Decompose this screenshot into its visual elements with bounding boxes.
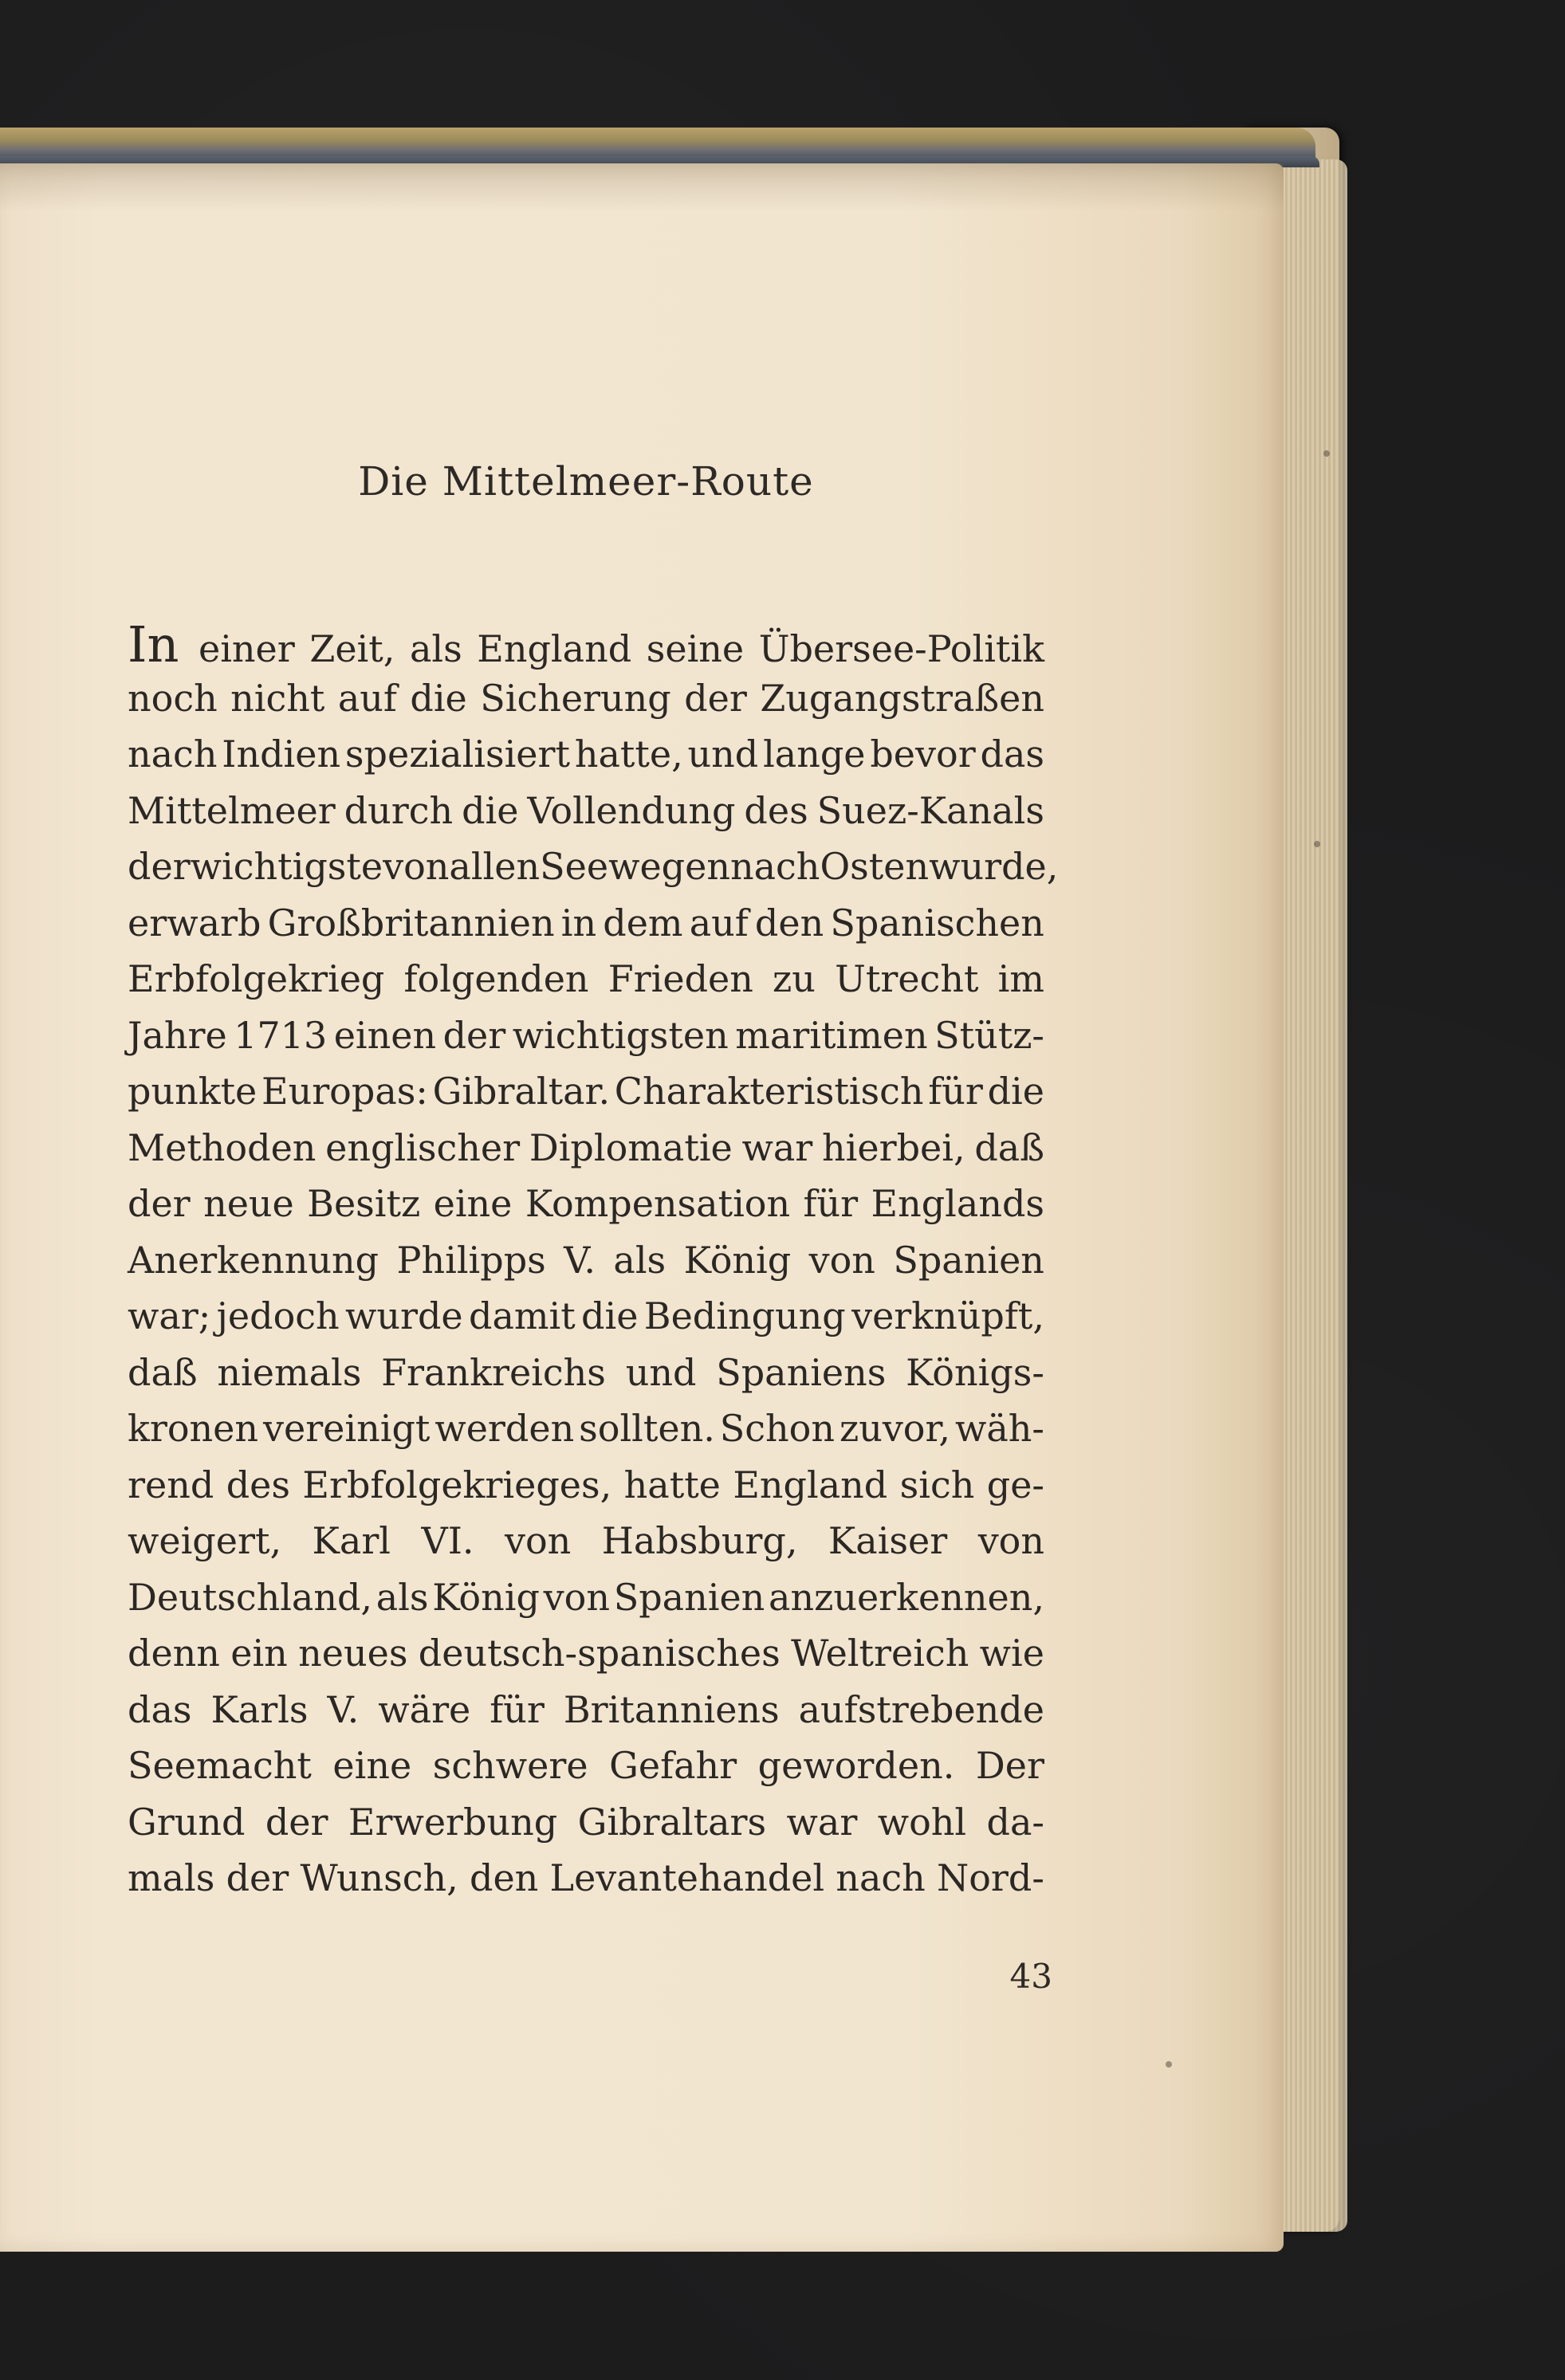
- text-line: [128, 1744, 1044, 1801]
- word: König: [683, 1238, 792, 1282]
- word: Frieden: [608, 957, 753, 1000]
- text-line: [128, 1519, 1044, 1576]
- word: hatte: [623, 1463, 721, 1506]
- word: von: [977, 1519, 1044, 1562]
- word: Seewegen: [540, 845, 730, 888]
- word: wäre: [378, 1687, 471, 1731]
- word: werden: [435, 1407, 575, 1450]
- word: den: [754, 901, 824, 945]
- word: wäh-: [955, 1407, 1044, 1450]
- word: Königs-: [906, 1350, 1044, 1394]
- word: der: [226, 1856, 289, 1899]
- word: die: [462, 788, 519, 832]
- text-line: [128, 1014, 1044, 1070]
- word: jedoch: [216, 1294, 340, 1337]
- text-line: [128, 1351, 1044, 1408]
- word: Levantehandel: [549, 1856, 825, 1899]
- word: Europas:: [261, 1070, 428, 1113]
- word: deutsch-spanisches: [418, 1632, 781, 1675]
- word: Nord-: [936, 1856, 1044, 1899]
- word: schwere: [432, 1744, 588, 1787]
- word: Erbfolgekrieg: [128, 957, 385, 1000]
- text-line: [128, 1126, 1044, 1183]
- word: Großbritannien: [267, 901, 555, 945]
- word: einer: [199, 627, 295, 670]
- word: allen: [449, 845, 541, 888]
- word: Methoden: [128, 1125, 317, 1169]
- word: sollten.: [579, 1407, 715, 1450]
- word: war: [741, 1125, 813, 1169]
- word: eine: [332, 1744, 412, 1787]
- word: englischer: [325, 1125, 521, 1169]
- word: niemals: [217, 1350, 362, 1394]
- word: Weltreich: [791, 1632, 969, 1675]
- word: Diplomatie: [529, 1125, 733, 1169]
- word: bevor: [870, 732, 976, 776]
- word: als: [613, 1238, 667, 1282]
- text-line: [128, 1463, 1044, 1520]
- word: wurde,: [929, 845, 1059, 888]
- word: durch: [344, 788, 454, 832]
- word: im: [997, 957, 1044, 1000]
- paper-speck: [1323, 450, 1330, 457]
- word: Gibraltar.: [432, 1070, 611, 1113]
- word: Deutschland,: [128, 1575, 373, 1619]
- word: König: [432, 1575, 540, 1619]
- word: kronen: [128, 1407, 259, 1450]
- word: daß: [128, 1350, 198, 1394]
- word: nach: [836, 1856, 926, 1899]
- word: Stütz-: [934, 1013, 1044, 1057]
- word: war: [786, 1800, 858, 1844]
- word: aufstrebende: [798, 1687, 1044, 1731]
- word: für: [803, 1182, 859, 1225]
- word: war;: [128, 1294, 211, 1337]
- word: Karl: [312, 1519, 391, 1562]
- word: von: [543, 1575, 610, 1619]
- word: auf: [337, 676, 397, 720]
- word: Erbfolgekrieges,: [302, 1463, 612, 1506]
- word: England: [477, 627, 632, 670]
- word: und: [687, 732, 759, 776]
- word: hierbei,: [822, 1125, 965, 1169]
- word: die: [987, 1070, 1044, 1113]
- word: wurde: [345, 1294, 463, 1337]
- word: zuvor,: [839, 1407, 951, 1450]
- word: da-: [986, 1800, 1044, 1844]
- word: Osten: [820, 845, 930, 888]
- word: neue: [203, 1182, 294, 1225]
- word: als: [376, 1575, 429, 1619]
- word: Bedingung: [643, 1294, 846, 1337]
- word: ge-: [986, 1463, 1044, 1506]
- word: Besitz: [307, 1182, 421, 1225]
- word: der: [128, 845, 191, 888]
- word: maritimen: [735, 1013, 928, 1057]
- word: die: [410, 676, 467, 720]
- word: Sicherung: [480, 676, 671, 720]
- word: der: [684, 676, 747, 720]
- word: das: [980, 732, 1044, 776]
- word: von: [808, 1238, 875, 1282]
- word: Spanischen: [830, 901, 1044, 945]
- text-line: [128, 901, 1044, 958]
- word: V.: [327, 1687, 360, 1731]
- word: rend: [128, 1463, 214, 1506]
- word: Der: [975, 1744, 1044, 1787]
- word: der: [442, 1013, 506, 1057]
- word: nicht: [230, 676, 325, 720]
- word: Übersee-Politik: [758, 627, 1044, 670]
- word: neues: [298, 1632, 408, 1675]
- word: Kompensation: [525, 1182, 791, 1225]
- word: anzuerkennen,: [769, 1575, 1044, 1619]
- page-top-shadow: [0, 163, 1284, 211]
- word: von: [504, 1519, 572, 1562]
- word: des: [744, 788, 808, 832]
- word: Charakteristisch: [614, 1070, 924, 1113]
- word: Mittelmeer: [128, 788, 336, 832]
- word: In: [128, 615, 179, 674]
- word: und: [625, 1350, 697, 1394]
- word: geworden.: [757, 1744, 955, 1787]
- chapter-heading: Die Mittelmeer-Route: [358, 458, 814, 505]
- word: spezialisiert: [344, 732, 571, 776]
- text-line: [128, 1070, 1044, 1126]
- text-line: [128, 957, 1044, 1014]
- word: Spaniens: [716, 1350, 887, 1394]
- text-line: [128, 1294, 1044, 1351]
- word: für: [928, 1070, 983, 1113]
- paper-speck: [1166, 2061, 1172, 2068]
- word: als: [409, 627, 462, 670]
- word: Spanien: [613, 1575, 765, 1619]
- text-line: [128, 677, 1044, 733]
- text-line: [128, 615, 1044, 677]
- word: zu: [773, 957, 816, 1000]
- word: das: [128, 1687, 192, 1731]
- word: Zugangstraßen: [760, 676, 1044, 720]
- word: Schon: [719, 1407, 836, 1450]
- word: eine: [433, 1182, 513, 1225]
- word: punkte: [128, 1070, 258, 1113]
- word: Spanien: [893, 1238, 1044, 1282]
- word: einen: [333, 1013, 437, 1057]
- text-line: [128, 732, 1044, 789]
- word: Zeit,: [309, 627, 395, 670]
- word: der: [128, 1182, 191, 1225]
- word: wichtigste: [190, 845, 383, 888]
- word: Frankreichs: [381, 1350, 606, 1394]
- word: Erwerbung: [348, 1800, 558, 1844]
- book-cover-edge: [0, 128, 1315, 159]
- word: Gefahr: [609, 1744, 737, 1787]
- word: Indien: [222, 732, 341, 776]
- word: Grund: [128, 1800, 246, 1844]
- word: Anerkennung: [128, 1238, 379, 1282]
- word: Philipps: [396, 1238, 546, 1282]
- word: Englands: [871, 1182, 1044, 1225]
- word: hatte,: [574, 732, 683, 776]
- word: noch: [128, 676, 218, 720]
- text-line: [128, 1239, 1044, 1295]
- word: V.: [564, 1238, 596, 1282]
- word: die: [581, 1294, 639, 1337]
- text-line: [128, 845, 1059, 901]
- word: Vollendung: [527, 788, 736, 832]
- word: Utrecht: [835, 957, 979, 1000]
- text-line: [128, 1801, 1044, 1857]
- text-line: [128, 1632, 1044, 1688]
- word: den: [470, 1856, 539, 1899]
- word: der: [265, 1800, 328, 1844]
- word: von: [383, 845, 450, 888]
- word: Wunsch,: [300, 1856, 458, 1899]
- word: daß: [974, 1125, 1044, 1169]
- word: vereinigt: [262, 1407, 431, 1450]
- word: ein: [230, 1632, 288, 1675]
- word: Britanniens: [563, 1687, 780, 1731]
- word: mals: [128, 1856, 215, 1899]
- word: in: [560, 901, 597, 945]
- word: wohl: [877, 1800, 967, 1844]
- word: Habsburg,: [601, 1519, 798, 1562]
- word: wichtigsten: [512, 1013, 729, 1057]
- text-line: [128, 1688, 1044, 1745]
- word: VI.: [421, 1519, 474, 1562]
- body-text: [128, 615, 1059, 1913]
- page-stack-texture: [1276, 159, 1347, 2232]
- word: 1713: [234, 1013, 328, 1057]
- word: Karls: [210, 1687, 309, 1731]
- word: folgenden: [403, 957, 589, 1000]
- word: sich: [899, 1463, 975, 1506]
- word: verknüpft,: [851, 1294, 1044, 1337]
- paper-speck: [1314, 841, 1320, 847]
- word: Gibraltars: [577, 1800, 767, 1844]
- word: dem: [603, 901, 683, 945]
- word: England: [733, 1463, 888, 1506]
- text-line: [128, 789, 1044, 846]
- word: Kaiser: [828, 1519, 948, 1562]
- word: für: [490, 1687, 545, 1731]
- word: denn: [128, 1632, 220, 1675]
- word: auf: [689, 901, 749, 945]
- word: nach: [128, 732, 218, 776]
- text-line: [128, 1407, 1044, 1463]
- word: des: [226, 1463, 290, 1506]
- text-line: [128, 1182, 1044, 1239]
- word: nach: [729, 845, 820, 888]
- word: weigert,: [128, 1519, 282, 1562]
- page-number: 43: [1009, 1957, 1052, 1996]
- word: lange: [763, 732, 866, 776]
- word: erwarb: [128, 901, 261, 945]
- word: damit: [469, 1294, 576, 1337]
- word: Jahre: [128, 1013, 227, 1057]
- text-line: [128, 1576, 1044, 1632]
- word: wie: [979, 1632, 1044, 1675]
- text-line: [128, 1856, 1044, 1913]
- word: Seemacht: [128, 1744, 312, 1787]
- word: seine: [646, 627, 745, 670]
- word: Suez-Kanals: [816, 788, 1044, 832]
